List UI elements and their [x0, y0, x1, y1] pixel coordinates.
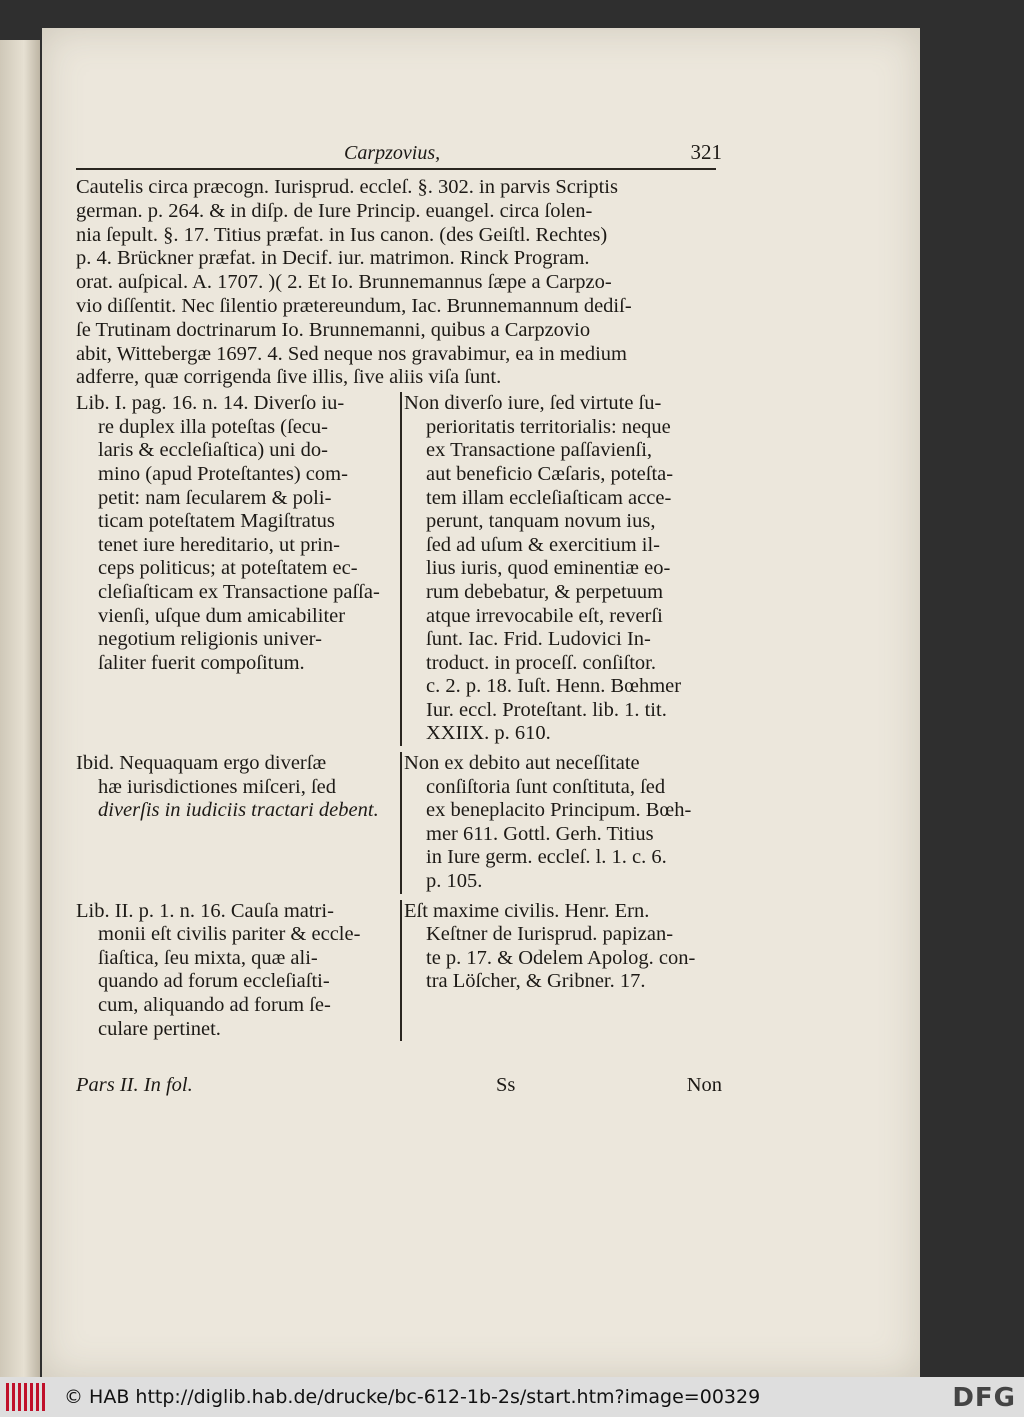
text-line: negotium religionis univer-: [98, 628, 322, 651]
text-line: tenet iure hereditario, ut prin-: [98, 533, 340, 556]
signature-note: Pars II. In fol.: [76, 1074, 193, 1096]
entry-correction: [400, 900, 716, 1042]
text-line: conſiſtoria ſunt conſtituta, ſed: [426, 775, 666, 798]
text-line: atque irrevocabile eſt, reverſi: [426, 604, 663, 627]
running-head: Carpzovius,: [344, 142, 441, 164]
text-line: vio diſſentit. Nec ſilentio prætereundum, Iac. Brunnemannum dediſ-: [76, 294, 632, 317]
text-line: cum, aliquando ad forum ſe-: [98, 994, 331, 1017]
page-content: [76, 140, 722, 1096]
text-line: Non diverſo iure, ſed virtute ſu-: [404, 392, 662, 415]
text-line: orat. auſpical. A. 1707. )( 2. Et Io. Brunnemannus ſæpe a Carpzo-: [76, 271, 612, 294]
text-line: ſaliter fuerit compoſitum.: [98, 651, 305, 674]
text-line: german. p. 264. & in diſp. de Iure Princip. euangel. circa ſolen-: [76, 199, 593, 222]
text-line: tra Löſcher, & Gribner. 17.: [426, 970, 646, 993]
text-line: monii eſt civilis pariter & eccle-: [98, 923, 361, 946]
text-line: ſe Trutinam doctrinarum Io. Brunnemanni, quibus a Carpzovio: [76, 318, 591, 341]
copyright-link[interactable]: © HAB http://diglib.hab.de/drucke/bc-612-1b-2s/start.htm?image=00329: [64, 1386, 761, 1408]
intro-paragraph: [76, 176, 716, 390]
text-line: ſunt. Iac. Frid. Ludovici In-: [426, 628, 651, 651]
page-footer: [76, 1074, 722, 1104]
text-line: vienſi, uſque dum amicabiliter: [98, 604, 346, 627]
text-line: diverſis in iudiciis tractari debent.: [98, 799, 379, 822]
text-line: mino (apud Proteſtantes) com-: [98, 462, 348, 485]
text-line: quando ad forum eccleſiaſti-: [98, 970, 330, 993]
text-line: Lib. II. p. 1. n. 16. Cauſa matri-: [76, 899, 334, 922]
entry-claim: [76, 900, 400, 1042]
hab-barcode-logo-icon: [6, 1383, 46, 1411]
entry-correction: [400, 752, 716, 894]
text-line: abit, Wittebergæ 1697. 4. Sed neque nos gravabimur, ea in medium: [76, 342, 627, 365]
text-line: culare pertinet.: [98, 1017, 221, 1040]
text-line: Eſt maxime civilis. Henr. Ern.: [404, 899, 650, 922]
entry-row: [76, 900, 716, 1042]
text-line: aut beneficio Cæſaris, poteſta-: [426, 462, 674, 485]
entry-row: [76, 752, 716, 894]
text-line: cleſiaſticam ex Transactione paſſa-: [98, 580, 380, 603]
text-line: XXIIX. p. 610.: [426, 722, 551, 745]
text-line: re duplex illa poteſtas (ſecu-: [98, 415, 328, 438]
text-line: Iur. eccl. Proteſtant. lib. 1. tit.: [426, 698, 667, 721]
text-line: ſed ad uſum & exercitium il-: [426, 533, 660, 556]
text-line: adferre, quæ corrigenda ſive illis, ſive aliis viſa ſunt.: [76, 366, 502, 389]
text-line: petit: nam ſecularem & poli-: [98, 486, 332, 509]
text-line: nia ſepult. §. 17. Titius præfat. in Ius canon. (des Geiſtl. Rechtes): [76, 223, 608, 246]
text-line: hæ iurisdictiones miſceri, ſed: [98, 775, 336, 798]
viewer-footer-bar: [0, 1377, 1024, 1417]
page-number: 321: [690, 140, 722, 164]
text-line: Cautelis circa præcogn. Iurisprud. eccleſ. §. 302. in parvis Scriptis: [76, 176, 618, 198]
entry-claim: [76, 752, 400, 894]
text-line: ceps politicus; at poteſtatem ec-: [98, 557, 358, 580]
text-line: troduct. in proceſſ. conſiſtor.: [426, 651, 657, 674]
text-line: perunt, tanquam novum ius,: [426, 510, 656, 533]
catchword: Non: [686, 1074, 722, 1096]
text-line: p. 4. Brückner præfat. in Decif. iur. matrimon. Rinck Program.: [76, 247, 590, 270]
text-line: perioritatis territorialis: neque: [426, 415, 671, 438]
text-line: c. 2. p. 18. Iuſt. Henn. Bœhmer: [426, 675, 682, 698]
text-line: rum debebatur, & perpetuum: [426, 580, 664, 603]
book-page: [42, 28, 920, 1378]
page-header: [76, 140, 722, 170]
text-line: ex beneplacito Principum. Bœh-: [426, 799, 692, 822]
text-line: ex Transactione paſſavienſi,: [426, 439, 653, 462]
dfg-logo: DFG: [952, 1383, 1016, 1413]
signature-mark: Ss: [496, 1074, 516, 1096]
text-line: p. 105.: [426, 870, 483, 893]
text-line: Ibid. Nequaquam ergo diverſæ: [76, 752, 327, 775]
text-line: Keſtner de Iurisprud. papizan-: [426, 923, 674, 946]
text-line: te p. 17. & Odelem Apolog. con-: [426, 946, 696, 969]
adjacent-page-edge: [0, 40, 40, 1380]
text-line: Non ex debito aut neceſſitate: [404, 752, 640, 775]
entry-row: [76, 392, 716, 746]
text-line: ſiaſtica, ſeu mixta, quæ ali-: [98, 946, 318, 969]
text-line: in Iure germ. eccleſ. l. 1. c. 6.: [426, 846, 667, 869]
entry-claim: [76, 392, 400, 746]
text-line: laris & eccleſiaſtica) uni do-: [98, 439, 328, 462]
entry-correction: [400, 392, 716, 746]
entries-table: [76, 392, 716, 1041]
text-line: tem illam eccleſiaſticam acce-: [426, 486, 672, 509]
text-line: lius iuris, quod eminentiæ eo-: [426, 557, 671, 580]
text-line: ticam poteſtatem Magiſtratus: [98, 510, 335, 533]
text-line: mer 611. Gottl. Gerh. Titius: [426, 822, 654, 845]
text-line: Lib. I. pag. 16. n. 14. Diverſo iu-: [76, 392, 345, 415]
